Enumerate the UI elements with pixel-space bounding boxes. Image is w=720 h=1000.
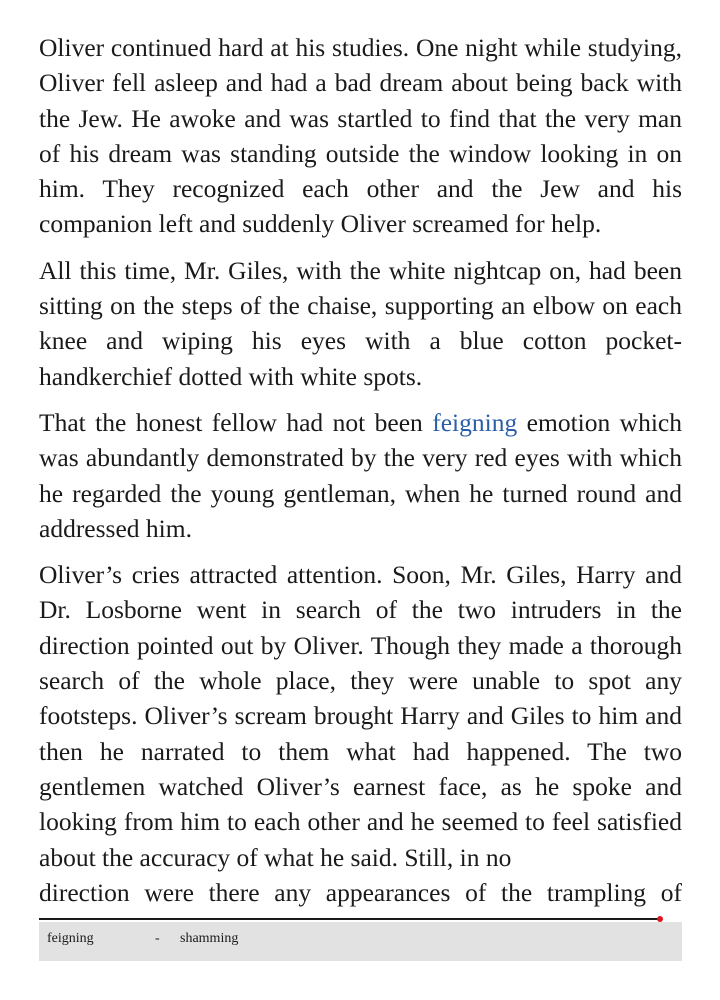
paragraph-3	[39, 405, 682, 546]
paragraph-1: Oliver continued hard at his studies. One night while studying, Oliver fell asleep and had a bad dream about being back with the Jew. He awoke and was startled to find that the very man of his dream was standing outside the window looking in on him. They recognized each other and the Jew and his companion left and suddenly Oliver screamed for help.	[39, 33, 682, 239]
paragraph-4-body: Oliver’s cries attracted attention. Soon, Mr. Giles, Harry and Dr. Losborne went in search of the two intruders in the direction pointed out by Oliver. Though they made a thorough search of the whole place, they were unable to spot any footsteps. Oliver’s scream brought Harry and Giles to him and then he narrated to them what had happened. The two gentlemen watched Oliver’s earnest face, as he spoke and looking from him to each other and he seemed to feel satisfied about the accuracy of what he said. Still, in no	[39, 560, 682, 872]
glossary-separator: -	[155, 931, 160, 946]
page-body	[39, 30, 682, 910]
paragraph-3-before: That the honest fellow had not been	[39, 407, 433, 437]
paragraph-2: All this time, Mr. Giles, with the white nightcap on, had been sitting on the steps of the chaise, supporting an elbow on each knee and wiping his eyes with a blue cotton pocket-handkerchief dotted with white spots.	[39, 255, 682, 391]
footnote-divider	[39, 918, 659, 920]
paragraph-3-after: emotion which was abundantly demonstrated by the very red eyes with which he regarded the young gentleman, when he turned round and addressed him.	[39, 407, 682, 543]
glossary-box	[39, 922, 682, 961]
glossary-term: feigning	[47, 931, 94, 946]
glossary-term-link[interactable]: feigning	[432, 407, 518, 437]
paragraph-4	[39, 557, 682, 910]
paragraph-4-last-line: direction were there any appearances of the trampling of	[39, 877, 682, 907]
glossary-definition: shamming	[180, 931, 239, 946]
